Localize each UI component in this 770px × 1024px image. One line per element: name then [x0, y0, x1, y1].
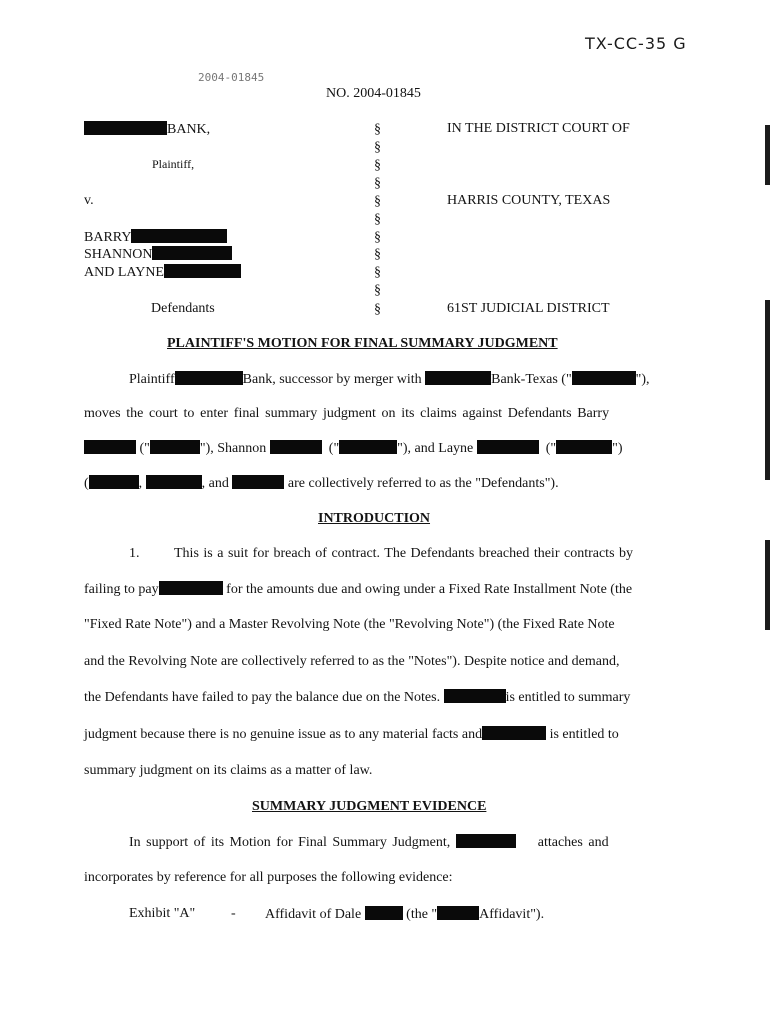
evidence-heading: SUMMARY JUDGMENT EVIDENCE: [252, 799, 487, 814]
section-symbol: §: [374, 140, 381, 155]
section-symbol: §: [374, 230, 381, 245]
plaintiff-bank-line: [84, 121, 210, 138]
defendant-name: SHANNON: [84, 247, 153, 262]
court-line: IN THE DISTRICT COURT OF: [447, 121, 630, 136]
text-span: , and: [201, 476, 229, 491]
text-span: "), and Layne: [397, 441, 474, 456]
redaction-block: [164, 264, 241, 278]
versus-label: v.: [84, 193, 94, 208]
redaction-block: [84, 440, 136, 454]
paragraph1-line-3: "Fixed Rate Note") and a Master Revolving Note (the "Revolving Note") (the Fixed Rate Note: [84, 617, 615, 632]
redaction-block: [339, 440, 397, 454]
evidence-line-2: incorporates by reference for all purposes the following evidence:: [84, 870, 453, 885]
redaction-block: [572, 371, 636, 385]
section-symbol: §: [374, 176, 381, 191]
defendant-name-line: [84, 246, 232, 263]
case-number: NO. 2004-01845: [326, 86, 421, 101]
section-symbol: §: [374, 265, 381, 280]
text-span: failing to pay: [84, 582, 159, 597]
redaction-block: [456, 834, 516, 848]
redaction-block: [482, 726, 546, 740]
text-span: for the amounts due and owing under a Fixed Rate Installment Note (the: [226, 582, 633, 597]
redaction-block: [146, 475, 202, 489]
section-symbol: §: [374, 122, 381, 137]
evidence-line-1: [129, 834, 609, 851]
text-span: "), Shannon: [199, 441, 267, 456]
text-span: judgment because there is no genuine issue as to any material facts and: [84, 727, 483, 742]
section-symbol: §: [374, 158, 381, 173]
section-symbol: §: [374, 247, 381, 262]
defendants-label: Defendants: [151, 301, 215, 316]
defendant-name-line: [84, 229, 227, 246]
text-span: (": [328, 441, 340, 456]
defendant-name: BARRY: [84, 230, 132, 245]
section-symbol: §: [374, 194, 381, 209]
redaction-block: [232, 475, 284, 489]
court-line: 61ST JUDICIAL DISTRICT: [447, 301, 610, 316]
exhibit-dash: -: [231, 906, 236, 921]
redaction-block: [150, 440, 200, 454]
text-span: Affidavit of Dale: [265, 907, 362, 922]
paragraph-number: 1.: [129, 546, 140, 561]
text-span: is entitled to summary: [505, 690, 631, 705]
paragraph1-line-4: and the Revolving Note are collectively referred to as the "Notes"). Despite notice and demand,: [84, 654, 620, 669]
handwritten-corner-code: TX-CC-35 G: [585, 34, 687, 53]
scan-edge-mark: [765, 300, 770, 480]
text-span: Plaintiff: [129, 372, 175, 387]
text-span: (": [139, 441, 150, 456]
paragraph1-line-7: summary judgment on its claims as a matter of law.: [84, 763, 373, 778]
defendant-name: AND LAYNE: [84, 265, 164, 280]
text-span: "): [612, 441, 623, 456]
intro-line-4: [84, 475, 559, 492]
intro-line-2: moves the court to enter final summary judgment on its claims against Defendants Barry: [84, 406, 610, 421]
section-symbol: §: [374, 302, 381, 317]
redaction-block: [477, 440, 539, 454]
paragraph1-line-1: This is a suit for breach of contract. The Defendants breached their contracts by: [174, 546, 634, 561]
redaction-block: [437, 906, 479, 920]
redaction-block: [270, 440, 322, 454]
text-span: ,: [138, 476, 143, 491]
scan-edge-mark: [765, 125, 770, 185]
filing-stamp: 2004-01845: [198, 71, 265, 84]
redaction-block: [89, 475, 139, 489]
redaction-block: [425, 371, 491, 385]
court-line: HARRIS COUNTY, TEXAS: [447, 193, 611, 208]
text-span: (: [84, 476, 89, 491]
defendant-name-line: [84, 264, 241, 281]
exhibit-label: Exhibit "A": [129, 906, 196, 921]
text-span: the Defendants have failed to pay the balance due on the Notes.: [84, 690, 441, 705]
redaction-block: [131, 229, 227, 243]
exhibit-description: [265, 906, 544, 923]
section-symbol: §: [374, 212, 381, 227]
text-span: Bank-Texas (": [491, 372, 572, 387]
redaction-block: [84, 121, 167, 135]
text-span: is entitled to: [549, 727, 619, 742]
redaction-block: [152, 246, 232, 260]
intro-line-1: [129, 371, 650, 388]
text-span: Bank, successor by merger with: [242, 372, 422, 387]
scan-edge-mark: [765, 540, 770, 630]
text-span: attaches and: [537, 835, 609, 850]
introduction-heading: INTRODUCTION: [318, 511, 431, 526]
bank-label: BANK,: [167, 122, 211, 137]
paragraph1-line-6: [84, 726, 619, 743]
paragraph1-line-5: [84, 689, 630, 706]
intro-line-3: [84, 440, 623, 457]
text-span: Affidavit").: [479, 907, 545, 922]
redaction-block: [444, 689, 506, 703]
redaction-block: [175, 371, 243, 385]
motion-title: PLAINTIFF'S MOTION FOR FINAL SUMMARY JUDGMENT: [167, 336, 558, 351]
redaction-block: [365, 906, 403, 920]
paragraph1-line-2: [84, 581, 632, 598]
text-span: "),: [635, 372, 650, 387]
text-span: (the ": [406, 907, 438, 922]
text-span: are collectively referred to as the "Defendants").: [287, 476, 559, 491]
section-symbol: §: [374, 283, 381, 298]
plaintiff-label: Plaintiff,: [152, 157, 195, 171]
text-span: In support of its Motion for Final Summary Judgment,: [129, 835, 451, 850]
text-span: (": [545, 441, 557, 456]
redaction-block: [159, 581, 223, 595]
redaction-block: [556, 440, 612, 454]
